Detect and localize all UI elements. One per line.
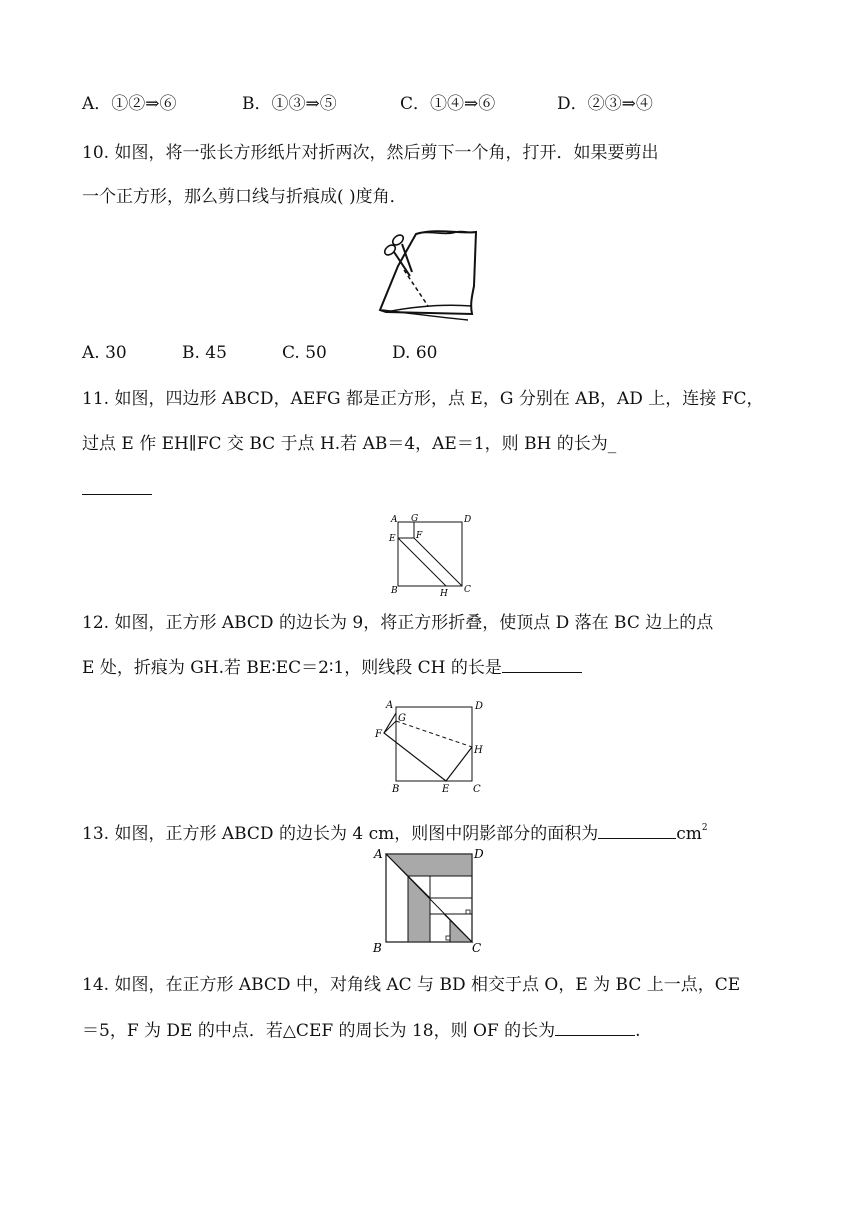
- q13-label-b: B: [373, 941, 382, 955]
- q12-label-f: F: [375, 729, 382, 740]
- q11-text-line2: 过点 E 作 EH∥FC 交 BC 于点 H.若 AB＝4，AE＝1，则 BH 的长为_: [82, 434, 617, 454]
- q12-label-b: B: [392, 784, 400, 795]
- q9-choices: [82, 92, 782, 116]
- q9-choice-c: C．①④⇒⑥: [400, 94, 496, 114]
- q11-label-e: E: [389, 534, 396, 544]
- q10-choice-c: C. 50: [282, 343, 327, 363]
- q12-label-h: H: [474, 745, 483, 756]
- q13-label-a: A: [374, 848, 383, 861]
- q10-choices: [82, 341, 502, 365]
- q13-figure-shaded-square: [370, 848, 486, 956]
- q12-label-c: C: [473, 784, 481, 795]
- q11-label-b: B: [391, 586, 398, 596]
- q14-answer-blank: [555, 1021, 635, 1036]
- q14-text-line1: 14. 如图，在正方形 ABCD 中，对角线 AC 与 BD 相交于点 O，E 为 BC 上一点，CE: [82, 975, 741, 995]
- q11-answer-blank: [82, 478, 152, 502]
- q11-label-d: D: [464, 515, 472, 525]
- q11-text-line1: 11. 如图，四边形 ABCD，AEFG 都是正方形，点 E，G 分别在 AB，AD 上，连接 FC，: [82, 389, 764, 409]
- q10-text-line1: 10. 如图，将一张长方形纸片对折两次，然后剪下一个角，打开．如果要剪出: [82, 143, 659, 163]
- q12-text-line1: 12. 如图，正方形 ABCD 的边长为 9，将正方形折叠，使顶点 D 落在 BC 边上的点: [82, 613, 714, 633]
- q13-text-content: 13. 如图，正方形 ABCD 的边长为 4 cm，则图中阴影部分的面积为: [82, 824, 599, 844]
- q11-label-g: G: [411, 514, 419, 524]
- q12-figure-fold: [372, 697, 486, 795]
- q9-choice-d: D．②③⇒④: [557, 94, 653, 114]
- q11-label-h: H: [440, 589, 448, 598]
- q12-label-a: A: [386, 700, 394, 711]
- q12-answer-blank: [502, 658, 582, 673]
- q9-choice-b: B．①③⇒⑤: [242, 94, 337, 114]
- q10-text-line2: 一个正方形，那么剪口线与折痕成( )度角．: [82, 187, 407, 207]
- q13-text-line1: [82, 816, 708, 846]
- q12-label-d: D: [475, 701, 484, 712]
- q10-choice-d: D. 60: [392, 343, 438, 363]
- q11-label-a: A: [391, 515, 398, 525]
- q10-choice-b: B. 45: [182, 343, 227, 363]
- q13-unit: cm: [676, 824, 702, 844]
- q13-unit-superscript: 2: [701, 823, 708, 833]
- q14-text-line2-content: ＝5，F 为 DE 的中点．若△CEF 的周长为 18，则 OF 的长为: [82, 1021, 556, 1041]
- q11-label-c: C: [464, 585, 471, 595]
- q12-label-e: E: [442, 784, 450, 795]
- q14-text-end: .: [635, 1021, 641, 1041]
- q13-answer-blank: [598, 824, 676, 839]
- q12-label-g: G: [398, 713, 406, 724]
- q13-label-d: D: [474, 848, 484, 861]
- q10-choice-a: A. 30: [82, 343, 127, 363]
- q14-text-line2: [82, 1019, 641, 1043]
- q12-text-line2-content: E 处，折痕为 GH.若 BE∶EC＝2∶1，则线段 CH 的长是: [82, 658, 502, 678]
- q12-text-line2: [82, 656, 582, 680]
- q13-label-c: C: [472, 941, 482, 955]
- q11-figure-squares: [386, 512, 476, 598]
- q11-label-f: F: [416, 531, 423, 541]
- q9-choice-a: A．①②⇒⑥: [82, 94, 177, 114]
- q10-figure-scissors-paper-icon: [376, 226, 488, 322]
